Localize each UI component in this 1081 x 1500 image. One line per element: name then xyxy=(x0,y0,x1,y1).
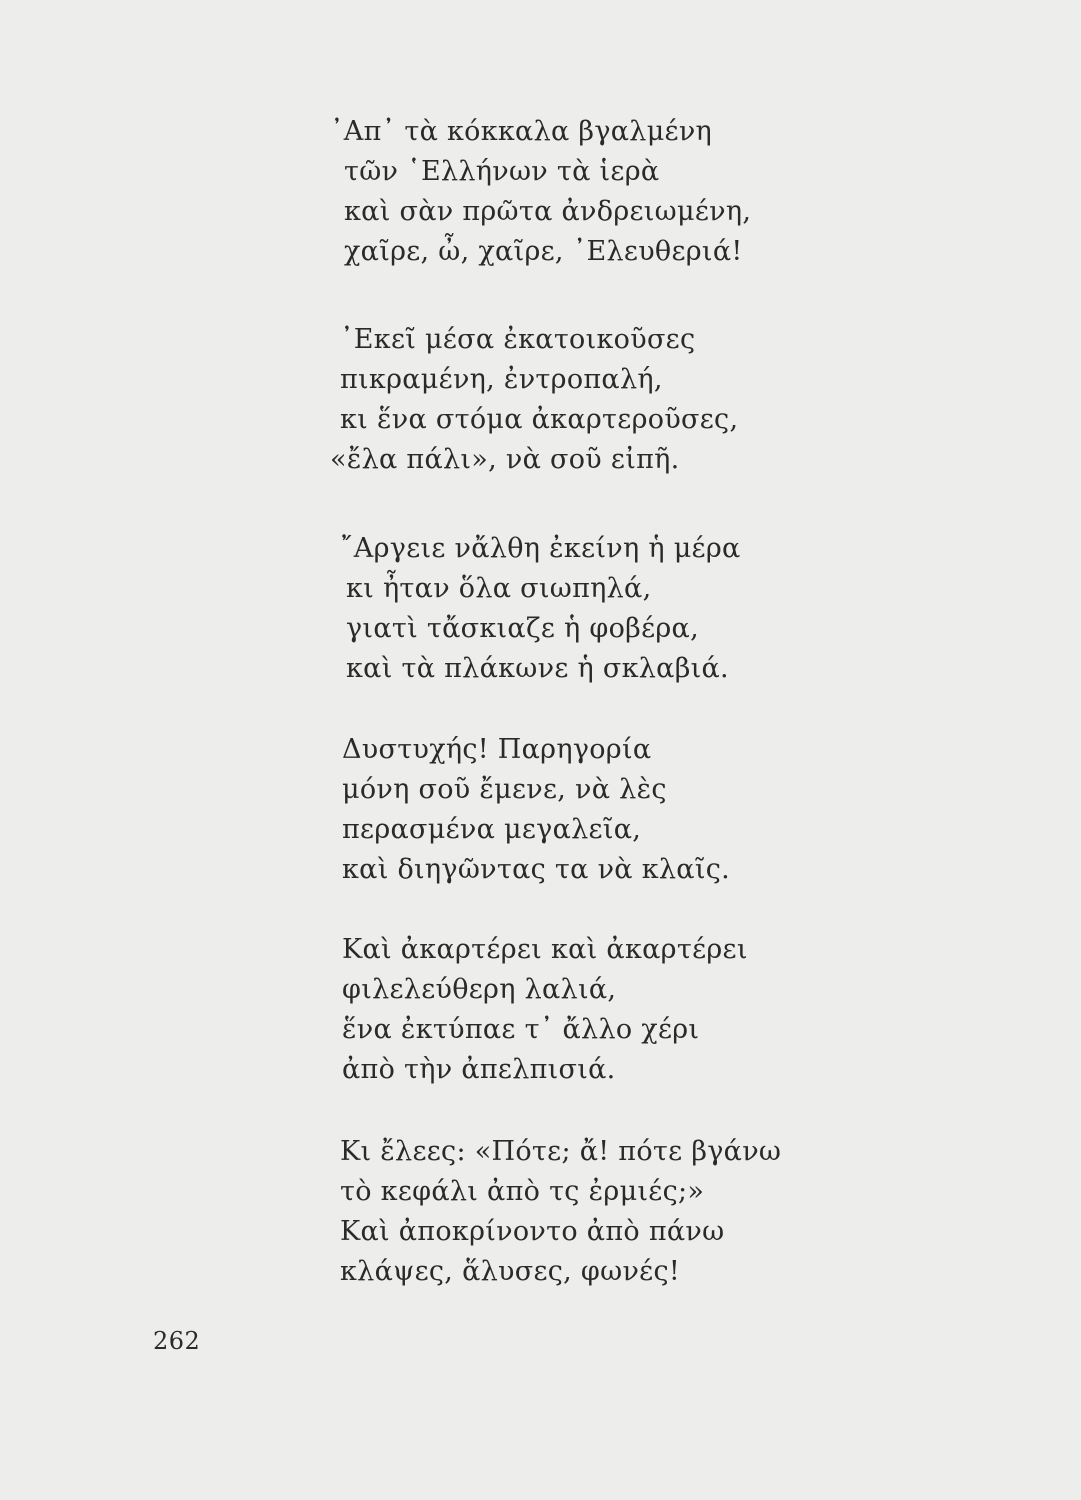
poem-line: κι ἕνα στόμα ἀκαρτεροῦσες, xyxy=(340,404,739,435)
page-number: 262 xyxy=(153,1327,201,1355)
poem-line: ἀπὸ τὴν ἀπελπισιά. xyxy=(342,1054,616,1085)
poem-line: Καὶ ἀποκρίνοντο ἀπὸ πάνω xyxy=(340,1216,725,1247)
poem-line: «ἔλα πάλι», νὰ σοῦ εἰπῆ. xyxy=(330,444,680,475)
stanza xyxy=(330,730,730,890)
stanza xyxy=(330,112,751,272)
poem-line: καὶ τὰ πλάκωνε ἡ σκλαβιά. xyxy=(346,653,729,684)
poem-line: ἕνα ἐκτύπαε τ᾿ ἄλλο χέρι xyxy=(342,1014,700,1045)
poem-line: Καὶ ἀκαρτέρει καὶ ἀκαρτέρει xyxy=(342,934,748,965)
poem-line: κλάψες, ἅλυσες, φωνές! xyxy=(340,1256,681,1287)
poem-line: γιατὶ τἄσκιαζε ἡ φοβέρα, xyxy=(346,613,699,644)
poem-line: τὸ κεφάλι ἀπὸ τς ἐρμιές;» xyxy=(340,1176,705,1207)
poem-line: πικραμένη, ἐντροπαλή, xyxy=(340,364,663,395)
poem-line: καὶ διηγῶντας τα νὰ κλαῖς. xyxy=(342,854,731,885)
poem-line: ᾿Απ᾿ τὰ κόκκαλα βγαλμένη xyxy=(330,116,713,147)
poem-line: κι ἦταν ὅλα σιωπηλά, xyxy=(346,573,652,604)
poem-line: τῶν ῾Ελλήνων τὰ ἱερὰ xyxy=(344,156,660,187)
poem-line: Κι ἔλεες: «Πότε; ἄ! πότε βγάνω xyxy=(340,1136,782,1167)
poem-line: χαῖρε, ὦ, χαῖρε, ᾿Ελευθεριά! xyxy=(344,236,743,267)
poem-line: ᾿Εκεῖ μέσα ἐκατοικοῦσες xyxy=(340,324,696,355)
stanza xyxy=(330,930,748,1090)
poem-line: καὶ σὰν πρῶτα ἀνδρειωμένη, xyxy=(344,196,752,227)
stanza xyxy=(330,529,741,689)
poem-line: Δυστυχής! Παρηγορία xyxy=(342,734,652,765)
stanza xyxy=(330,1132,781,1292)
poem-line: μόνη σοῦ ἔμενε, νὰ λὲς xyxy=(342,774,667,805)
poem-line: φιλελεύθερη λαλιά, xyxy=(342,974,617,1005)
stanza xyxy=(330,320,738,480)
poem-line: περασμένα μεγαλεῖα, xyxy=(342,814,642,845)
poem-line: ῎Αργειε νἄλθη ἐκείνη ἡ μέρα xyxy=(340,533,741,564)
